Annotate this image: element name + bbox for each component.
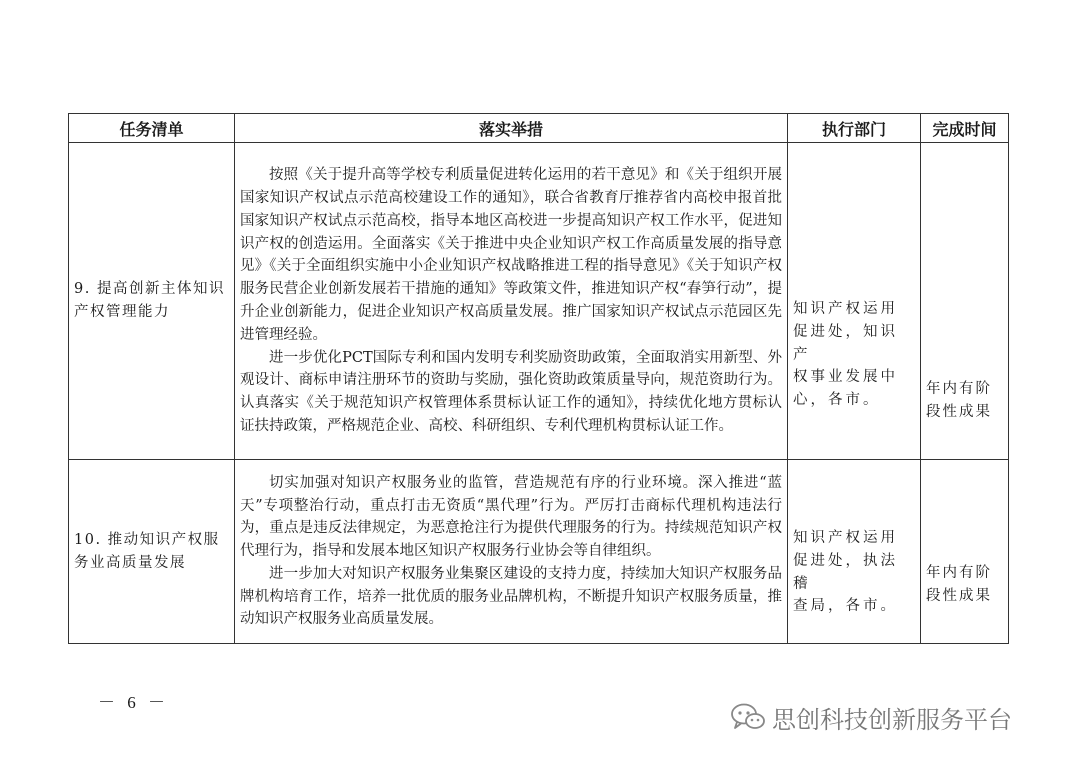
measures-cell bbox=[235, 143, 788, 460]
header-task-list: 任务清单 bbox=[69, 114, 235, 143]
measure-paragraph: 切实加强对知识产权服务业的监管，营造规范有序的行业环境。深入推进“蓝天”专项整治行动，重点打击无资质“黑代理”行为。严厉打击商标代理机构违法行为，重点是违反法律规定，为恶意抢注行为提供代理服务的行为。持续规范知识产权代理行为，指导和发展本地区知识产权服务行业协会等自律组织。 bbox=[240, 474, 782, 560]
department-line: 查局，各市。 bbox=[793, 598, 898, 615]
department-line: 权事业发展中 bbox=[793, 369, 898, 386]
department-cell bbox=[788, 143, 921, 460]
department-line: 促进处，执法稽 bbox=[793, 552, 898, 592]
watermark-text: 思创科技创新服务平台 bbox=[772, 705, 1012, 734]
task-cell: 10. 推动知识产权服务业高质量发展 bbox=[69, 460, 235, 644]
completion-time-line: 段性成果 bbox=[926, 403, 992, 420]
completion-time-line: 年内有阶 bbox=[926, 380, 992, 397]
completion-time-cell bbox=[921, 460, 1009, 644]
wechat-icon bbox=[730, 702, 766, 732]
header-measures: 落实举措 bbox=[235, 114, 788, 143]
measure-paragraph: 按照《关于提升高等学校专利质量促进转化运用的若干意见》和《关于组织开展国家知识产权试点示范高校建设工作的通知》，联合省教育厅推荐省内高校申报首批国家知识产权试点示范高校，指导本地区高校进一步提高知识产权工作水平，促进知识产权的创造运用。全面落实《关于推进中央企业知识产权工作高质量发展的指导意见》《关于全面组织实施中小企业知识产权战略推进工程的指导意见》《关于知识产权服务民营企业创新发展若干措施的通知》等政策文件，推进知识产权“春笋行动”，提升企业创新能力，促进企业知识产权高质量发展。推广国家知识产权试点示范园区先进管理经验。 bbox=[240, 167, 782, 343]
header-completion-time: 完成时间 bbox=[921, 114, 1009, 143]
header-department: 执行部门 bbox=[788, 114, 921, 143]
watermark bbox=[730, 700, 1012, 734]
task-table bbox=[68, 113, 1009, 644]
page-number: － 6 － bbox=[98, 693, 169, 712]
department-cell bbox=[788, 460, 921, 644]
measure-paragraph: 进一步优化PCT国际专利和国内发明专利奖励资助政策，全面取消实用新型、外观设计、商标申请注册环节的资助与奖励，强化资助政策质量导向，规范资助行为。认真落实《关于规范知识产权管理体系贯标认证工作的通知》，持续优化地方贯标认证扶持政策，严格规范企业、高校、科研组织、专利代理机构贯标认证工作。 bbox=[240, 349, 782, 434]
task-cell: 9. 提高创新主体知识产权管理能力 bbox=[69, 143, 235, 460]
measures-cell bbox=[235, 460, 788, 644]
completion-time-line: 年内有阶 bbox=[926, 565, 992, 582]
department-line: 促进处，知识产 bbox=[793, 323, 898, 363]
department-line: 心，各市。 bbox=[793, 392, 881, 409]
completion-time-cell bbox=[921, 143, 1009, 460]
table-row bbox=[69, 143, 1009, 460]
completion-time-line: 段性成果 bbox=[926, 588, 992, 604]
table-header-row bbox=[69, 114, 1009, 143]
department-line: 知识产权运用 bbox=[793, 301, 898, 317]
measure-paragraph: 进一步加大对知识产权服务业集聚区建设的支持力度，持续加大知识产权服务品牌机构培育工作，培养一批优质的服务业品牌机构，不断提升知识产权服务质量，推动知识产权服务业高质量发展。 bbox=[240, 565, 782, 628]
table-row bbox=[69, 460, 1009, 644]
department-line: 知识产权运用 bbox=[793, 529, 898, 546]
